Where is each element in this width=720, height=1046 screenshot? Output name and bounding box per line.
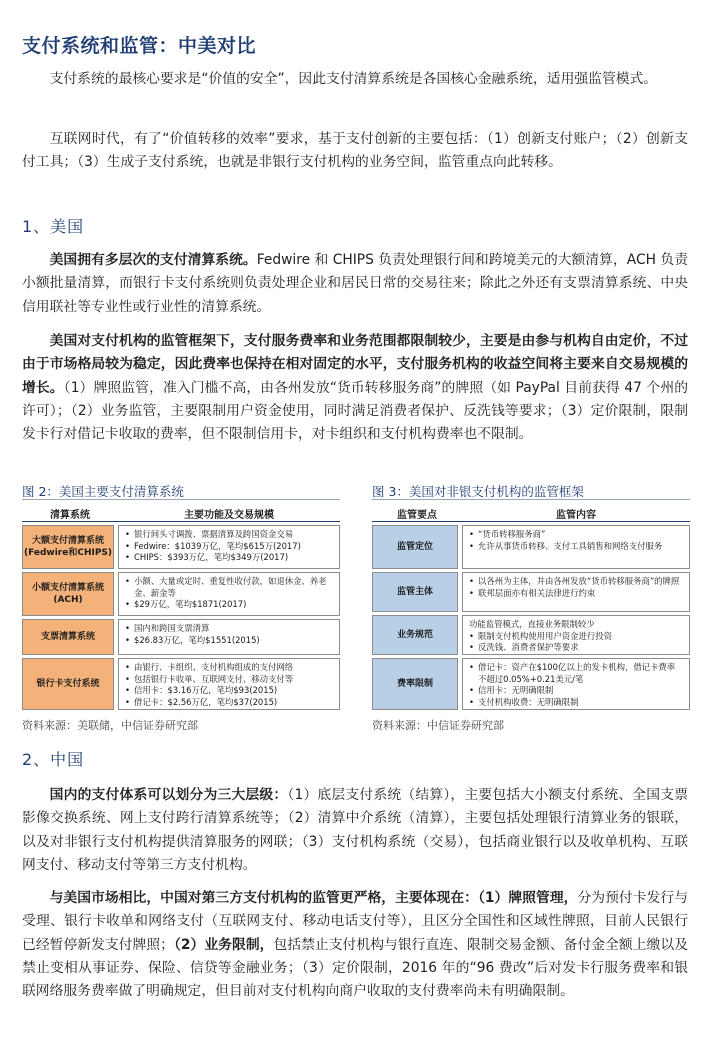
us-paragraph-1-body: Fedwire 和 CHIPS 负责处理银行间和跨境美元的大额清算，ACH 负责小额批量清算，而银行卡支付系统则负责处理企业和居民日常的交易往来；除此之外还有支票清算系统、中央信用联社等专业性或行业性的清算系统。 — [22, 252, 688, 315]
system-name-tag: 小额支付清算系统(ACH) — [22, 572, 114, 616]
system-detail-box — [118, 658, 340, 710]
list-item: • 由银行、卡组织、支付机构组成的支付网络 — [125, 662, 333, 674]
table-row — [372, 658, 690, 710]
table-row — [22, 572, 340, 616]
china-paragraph-2 — [22, 887, 688, 1003]
china-paragraph-2-lead: 与美国市场相比，中国对第三方支付机构的监管更严格，主要体现在：（1）牌照管理， — [49, 890, 578, 906]
china-paragraph-2-emphasis: （2）业务限制， — [173, 936, 274, 953]
system-name-tag: 支票清算系统 — [22, 619, 114, 655]
list-item: • 借记卡：资产在$100亿以上的发卡机构，借记卡费率不超过0.05%+0.21美元/笔 — [469, 662, 683, 685]
intro-paragraph-2: 互联网时代，有了“价值转移的效率”要求，基于支付创新的主要包括：（1）创新支付账户；（2）创新支付工具；（3）生成子支付系统，也就是非银行支付机构的业务空间，监管重点向此转移。 — [22, 131, 688, 171]
section-heading-us: 1、美国 — [22, 217, 85, 236]
table-row — [372, 615, 690, 655]
list-item: • 支付机构收费：无明确限制 — [469, 697, 683, 709]
us-paragraph-2 — [22, 330, 688, 446]
us-paragraph-1-lead: 美国拥有多层次的支付清算系统。 — [49, 252, 257, 268]
china-paragraph-1-body: （1）底层支付系统（结算），主要包括大小额支付系统、全国支票影像交换系统、网上支付跨行清算系统等；（2）清算中介系统（清算），主要包括处理银行清算业务的银联，以及对非银行支付机构提供清算服务的网联；（3）支付机构系统（交易），包括商业银行以及收单机构、互联网支付、移动支付等第三方支付机构。 — [22, 787, 689, 873]
system-detail-box — [118, 525, 340, 569]
us-paragraph-1 — [22, 249, 688, 319]
system-name-tag: 大额支付清算系统(Fedwire和CHIPS) — [22, 525, 114, 569]
list-item: • “货币转移服务商” — [469, 529, 683, 541]
list-item: • 国内和跨国支票清算 — [125, 623, 333, 635]
list-item: • $26.83万亿，笔均$1551(2015) — [125, 635, 333, 647]
us-paragraph-2-body: （1）牌照监管，准入门槛不高，由各州发放“货币转移服务商”的牌照（如 PayPal 目前获得 47 个州的许可）；（2）业务监管，主要限制用户资金使用，同时满足消费者保护、反洗钱等要求；（3）定价限制，限制发卡行对借记卡收取的费率，但不限制信用卡，对卡组织和支付机构费率也不限制。 — [22, 379, 689, 443]
list-item: • 小额、大量或定时、重复性收付款，如退休金、养老金、薪金等 — [125, 576, 333, 599]
list-item: • 信用卡：无明确限制 — [469, 685, 683, 697]
table-row — [22, 658, 340, 710]
china-paragraph-1 — [22, 784, 688, 877]
regulation-point-tag: 监管主体 — [372, 572, 458, 612]
list-item: • CHIPS：$393万亿，笔均$349万(2017) — [125, 552, 333, 564]
figure-2-title: 图 2：美国主要支付清算系统 — [22, 482, 340, 500]
table-row — [22, 525, 340, 569]
list-item: • 允许从事货币转移、支付工具销售和网络支付服务 — [469, 541, 683, 553]
list-item: • 限制支付机构使用用户资金进行投资 — [469, 631, 683, 643]
figure-3-col-content: 监管内容 — [462, 505, 690, 522]
list-item: • 借记卡：$2.56万亿，笔均$37(2015) — [125, 697, 333, 709]
figure-3-col-point: 监管要点 — [372, 505, 462, 522]
list-item: • 反洗钱、消费者保护等要求 — [469, 642, 683, 654]
regulation-detail-box — [462, 525, 690, 569]
list-item: • Fedwire：$1039万亿，笔均$615万(2017) — [125, 541, 333, 553]
regulation-point-tag: 监管定位 — [372, 525, 458, 569]
list-item: • 信用卡：$3.16万亿，笔均$93(2015) — [125, 685, 333, 697]
figure-2-col-system: 清算系统 — [22, 505, 118, 522]
regulation-detail-box — [462, 658, 690, 710]
china-paragraph-1-lead: 国内的支付体系可以划分为三大层级： — [49, 787, 288, 803]
table-row — [372, 525, 690, 569]
page-title: 支付系统和监管：中美对比 — [22, 35, 257, 57]
list-item: 功能监管模式，直接业务限制较少 — [469, 619, 595, 629]
regulation-detail-box — [462, 572, 690, 612]
list-item: • 以各州为主体，并由各州发放“货币转移服务商”的牌照 — [469, 576, 683, 588]
regulation-point-tag: 业务规范 — [372, 615, 458, 655]
system-name-tag: 银行卡支付系统 — [22, 658, 114, 710]
list-item: • 联邦层面亦有相关法律进行约束 — [469, 588, 683, 600]
figure-3 — [372, 482, 690, 733]
list-item: • 银行间头寸调拨、票据清算及跨国资金交易 — [125, 529, 333, 541]
table-row — [22, 619, 340, 655]
list-item: • 包括银行卡收单、互联网支付、移动支付等 — [125, 674, 333, 686]
figure-3-title: 图 3：美国对非银支付机构的监管框架 — [372, 482, 690, 500]
figure-3-source: 资料来源：中信证券研究部 — [372, 719, 504, 732]
figure-2 — [22, 482, 340, 733]
intro-paragraph-1: 支付系统的最核心要求是“价值的安全”，因此支付清算系统是各国核心金融系统，适用强监管模式。 — [49, 71, 658, 87]
us-paragraph-2-lead: 美国对支付机构的监管框架下，支付服务费率和业务范围都限制较少，主要是由参与机构自由定价，不过由于市场格局较为稳定，因此费率也保持在相对固定的水平，支付服务机构的收益空间将主要来自交易规模的增长。 — [22, 333, 688, 396]
regulation-point-tag: 费率限制 — [372, 658, 458, 710]
figure-2-table — [22, 502, 340, 713]
list-item: • $29万亿，笔均$1871(2017) — [125, 599, 333, 611]
china-paragraph-2-body-b: 包括禁止支付机构与银行直连、限制交易金额、备付金全额上缴以及禁止变相从事证券、保险、信贷等金融业务；（3）定价限制，2016 年的“96 费改”后对发卡行服务费率和银联网络服务费率做了明确规定，但目前对支付机构向商户收取的支付费率尚未有明确限制。 — [22, 936, 689, 1000]
figure-2-col-function: 主要功能及交易规模 — [118, 505, 340, 522]
section-heading-china: 2、中国 — [22, 750, 85, 769]
figure-3-table — [372, 502, 690, 713]
system-detail-box — [118, 572, 340, 616]
figure-2-source: 资料来源：美联储，中信证券研究部 — [22, 719, 198, 732]
regulation-detail-box — [462, 615, 690, 655]
china-paragraph-2-body-a: 分为预付卡发行与受理、银行卡收单和网络支付（互联网支付、移动电话支付等），且区分全国性和区域性牌照，目前人民银行已经暂停新发支付牌照； — [22, 890, 689, 953]
system-detail-box — [118, 619, 340, 655]
table-row — [372, 572, 690, 612]
